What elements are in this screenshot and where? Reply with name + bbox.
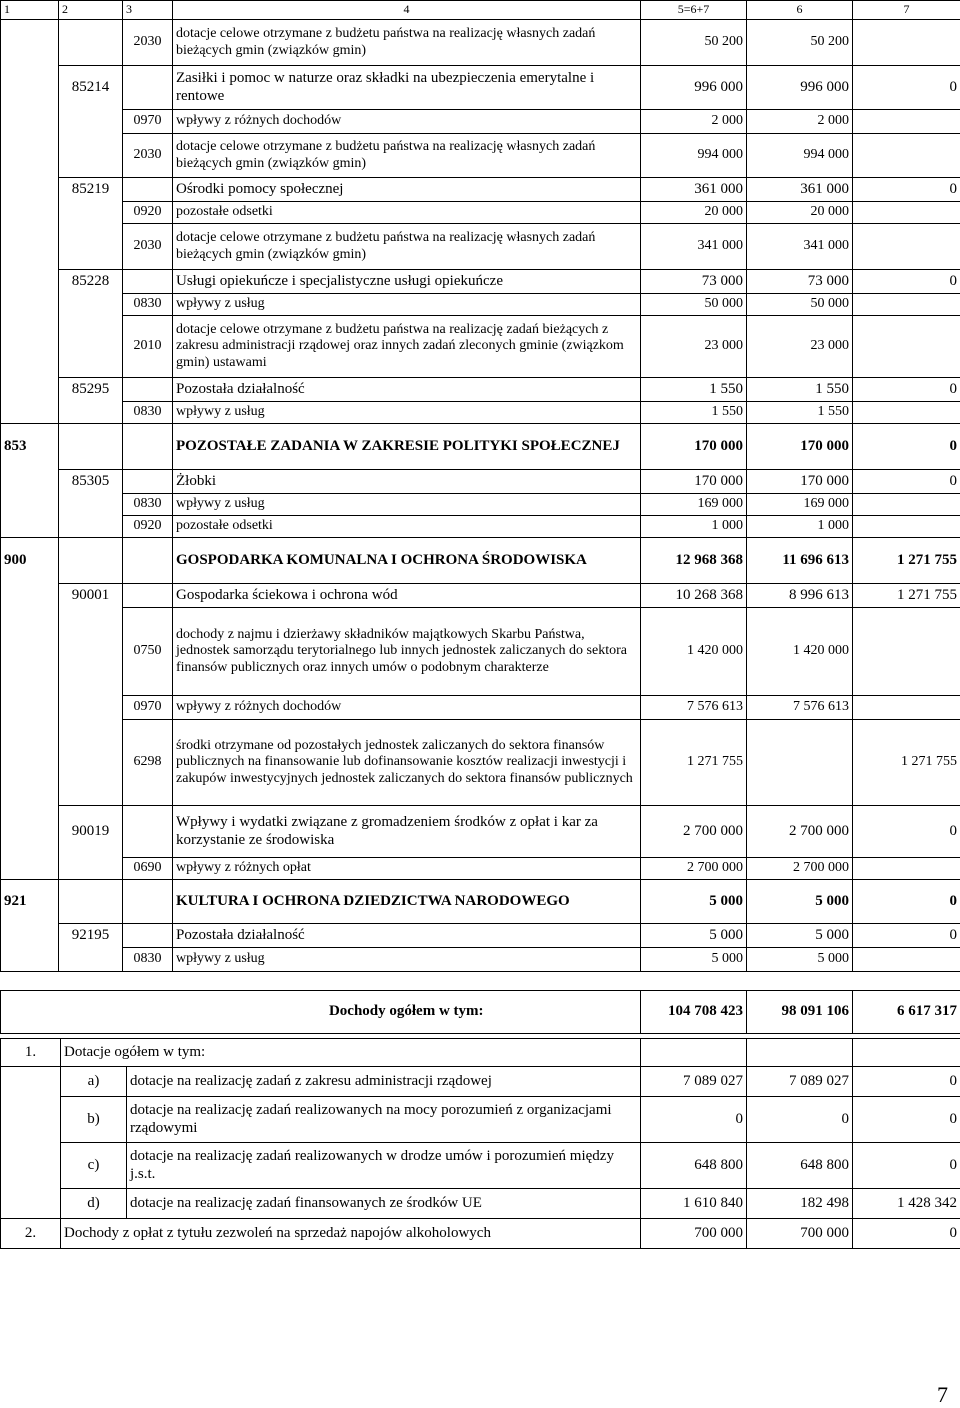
total-spacer <box>1 991 173 1034</box>
paragraph-code <box>123 806 173 858</box>
note-plan: 0 <box>641 1097 747 1143</box>
paragraph-code: 0920 <box>123 202 173 224</box>
paragraph-code: 0830 <box>123 948 173 972</box>
description: KULTURA I OCHRONA DZIEDZICTWA NARODOWEGO <box>173 880 641 924</box>
commissioned-revenue <box>853 494 960 516</box>
own-revenue: 994 000 <box>747 134 853 178</box>
description: Pozostała działalność <box>173 378 641 402</box>
note-letter: b) <box>61 1097 127 1143</box>
paragraph-code: 0970 <box>123 696 173 720</box>
description: dotacje celowe otrzymane z budżetu państwa na realizację własnych zadań bieżących gmin (związków gmin) <box>173 134 641 178</box>
note-own: 182 498 <box>747 1189 853 1219</box>
header-cell: 4 <box>173 1 641 20</box>
note-indent <box>1 1067 61 1097</box>
paragraph-code: 0970 <box>123 110 173 134</box>
chapter-code <box>59 20 123 66</box>
chapter-code: 85295 <box>59 378 123 402</box>
own-revenue: 170 000 <box>747 424 853 470</box>
note-own <box>747 1039 853 1067</box>
chapter-code <box>59 316 123 378</box>
commissioned-revenue: 0 <box>853 270 960 294</box>
commissioned-revenue <box>853 110 960 134</box>
division-code <box>1 516 59 538</box>
description: Zasiłki i pomoc w naturze oraz składki na ubezpieczenia emerytalne i rentowe <box>173 66 641 110</box>
paragraph-code: 2030 <box>123 134 173 178</box>
table-row <box>1 608 960 696</box>
division-code <box>1 202 59 224</box>
division-code <box>1 924 59 948</box>
note-label: Dochody z opłat z tytułu zezwoleń na sprzedaż napojów alkoholowych <box>61 1219 641 1249</box>
division-code <box>1 110 59 134</box>
paragraph-code: 0830 <box>123 494 173 516</box>
division-code <box>1 948 59 972</box>
own-revenue: 5 000 <box>747 948 853 972</box>
chapter-code <box>59 494 123 516</box>
division-code: 900 <box>1 538 59 584</box>
commissioned-revenue <box>853 316 960 378</box>
commissioned-revenue <box>853 516 960 538</box>
paragraph-code <box>123 538 173 584</box>
plan-total: 2 700 000 <box>641 858 747 880</box>
table-row <box>1 858 960 880</box>
note-letter: d) <box>61 1189 127 1219</box>
description: Żłobki <box>173 470 641 494</box>
paragraph-code: 2030 <box>123 20 173 66</box>
commissioned-revenue: 1 271 755 <box>853 584 960 608</box>
note-label: dotacje na realizację zadań realizowanych w drodze umów i porozumień między j.s.t. <box>127 1143 641 1189</box>
plan-total: 1 000 <box>641 516 747 538</box>
chapter-code <box>59 110 123 134</box>
commissioned-revenue <box>853 948 960 972</box>
note-own: 0 <box>747 1097 853 1143</box>
plan-total: 12 968 368 <box>641 538 747 584</box>
plan-total: 10 268 368 <box>641 584 747 608</box>
own-revenue: 170 000 <box>747 470 853 494</box>
own-revenue: 73 000 <box>747 270 853 294</box>
own-revenue: 50 000 <box>747 294 853 316</box>
own-revenue: 5 000 <box>747 924 853 948</box>
header-cell: 3 <box>123 1 173 20</box>
plan-total: 2 000 <box>641 110 747 134</box>
chapter-code <box>59 424 123 470</box>
chapter-code: 92195 <box>59 924 123 948</box>
header-cell: 2 <box>59 1 123 20</box>
division-code <box>1 858 59 880</box>
plan-total: 1 271 755 <box>641 720 747 806</box>
chapter-code <box>59 516 123 538</box>
division-code <box>1 608 59 696</box>
table-row <box>1 270 960 294</box>
division-code <box>1 470 59 494</box>
note-own: 700 000 <box>747 1219 853 1249</box>
table-row <box>1 402 960 424</box>
total-label: Dochody ogółem w tym: <box>173 991 641 1034</box>
own-revenue: 361 000 <box>747 178 853 202</box>
plan-total: 1 550 <box>641 378 747 402</box>
paragraph-code <box>123 924 173 948</box>
description: wpływy z różnych dochodów <box>173 110 641 134</box>
plan-total: 169 000 <box>641 494 747 516</box>
paragraph-code <box>123 66 173 110</box>
paragraph-code: 2010 <box>123 316 173 378</box>
own-revenue: 7 576 613 <box>747 696 853 720</box>
division-code <box>1 224 59 270</box>
commissioned-revenue <box>853 402 960 424</box>
paragraph-code: 0830 <box>123 294 173 316</box>
header-cell: 7 <box>853 1 960 20</box>
table-row <box>1 924 960 948</box>
division-code <box>1 402 59 424</box>
division-code <box>1 134 59 178</box>
total-table <box>0 990 960 1034</box>
table-row <box>1 110 960 134</box>
total-row <box>1 991 960 1034</box>
plan-total: 7 576 613 <box>641 696 747 720</box>
paragraph-code: 6298 <box>123 720 173 806</box>
own-revenue: 5 000 <box>747 880 853 924</box>
own-revenue: 341 000 <box>747 224 853 270</box>
note-commissioned: 0 <box>853 1067 960 1097</box>
table-row <box>1 224 960 270</box>
plan-total: 5 000 <box>641 880 747 924</box>
division-code <box>1 584 59 608</box>
chapter-code <box>59 538 123 584</box>
plan-total: 994 000 <box>641 134 747 178</box>
table-row <box>1 516 960 538</box>
note-commissioned: 0 <box>853 1143 960 1189</box>
plan-total: 341 000 <box>641 224 747 270</box>
division-code <box>1 316 59 378</box>
note-plan: 1 610 840 <box>641 1189 747 1219</box>
description: POZOSTAŁE ZADANIA W ZAKRESIE POLITYKI SPOŁECZNEJ <box>173 424 641 470</box>
plan-total: 5 000 <box>641 924 747 948</box>
commissioned-revenue <box>853 20 960 66</box>
chapter-code <box>59 696 123 720</box>
note-own: 7 089 027 <box>747 1067 853 1097</box>
description: Usługi opiekuńcze i specjalistyczne usługi opiekuńcze <box>173 270 641 294</box>
note-commissioned: 0 <box>853 1219 960 1249</box>
table-row <box>1 294 960 316</box>
note-commissioned <box>853 1039 960 1067</box>
own-revenue: 50 200 <box>747 20 853 66</box>
plan-total: 996 000 <box>641 66 747 110</box>
description: wpływy z różnych opłat <box>173 858 641 880</box>
note-plan <box>641 1039 747 1067</box>
note-label: dotacje na realizację zadań finansowanych ze środków UE <box>127 1189 641 1219</box>
commissioned-revenue: 0 <box>853 178 960 202</box>
note-row <box>1 1097 960 1143</box>
own-revenue: 2 700 000 <box>747 806 853 858</box>
paragraph-code: 2030 <box>123 224 173 270</box>
chapter-code: 85214 <box>59 66 123 110</box>
note-label: dotacje na realizację zadań realizowanych na mocy porozumień z organizacjami rządowymi <box>127 1097 641 1143</box>
chapter-code <box>59 202 123 224</box>
own-revenue: 8 996 613 <box>747 584 853 608</box>
page-number: 7 <box>937 1382 948 1407</box>
note-commissioned: 1 428 342 <box>853 1189 960 1219</box>
division-code <box>1 270 59 294</box>
note-number: 1. <box>1 1039 61 1067</box>
table-row <box>1 538 960 584</box>
commissioned-revenue: 1 271 755 <box>853 538 960 584</box>
note-letter: c) <box>61 1143 127 1189</box>
division-code: 853 <box>1 424 59 470</box>
own-revenue: 1 420 000 <box>747 608 853 696</box>
division-code <box>1 66 59 110</box>
plan-total: 23 000 <box>641 316 747 378</box>
note-indent <box>1 1143 61 1189</box>
paragraph-code: 0830 <box>123 402 173 424</box>
commissioned-revenue: 0 <box>853 66 960 110</box>
table-row <box>1 470 960 494</box>
plan-total: 50 000 <box>641 294 747 316</box>
header-cell: 1 <box>1 1 59 20</box>
paragraph-code <box>123 424 173 470</box>
chapter-code <box>59 294 123 316</box>
chapter-code <box>59 134 123 178</box>
table-row <box>1 806 960 858</box>
note-commissioned: 0 <box>853 1097 960 1143</box>
note-letter: a) <box>61 1067 127 1097</box>
commissioned-revenue <box>853 202 960 224</box>
description: wpływy z usług <box>173 494 641 516</box>
notes-table <box>0 1038 960 1249</box>
table-row <box>1 720 960 806</box>
table-row <box>1 424 960 470</box>
commissioned-revenue <box>853 294 960 316</box>
own-revenue: 1 550 <box>747 378 853 402</box>
own-revenue: 2 000 <box>747 110 853 134</box>
own-revenue: 1 550 <box>747 402 853 424</box>
note-indent <box>1 1189 61 1219</box>
total-own: 98 091 106 <box>747 991 853 1034</box>
paragraph-code: 0690 <box>123 858 173 880</box>
own-revenue: 996 000 <box>747 66 853 110</box>
note-plan: 7 089 027 <box>641 1067 747 1097</box>
description: Ośrodki pomocy społecznej <box>173 178 641 202</box>
description: wpływy z usług <box>173 948 641 972</box>
commissioned-revenue: 0 <box>853 424 960 470</box>
paragraph-code <box>123 880 173 924</box>
chapter-code <box>59 880 123 924</box>
header-cell: 6 <box>747 1 853 20</box>
description: wpływy z usług <box>173 294 641 316</box>
note-indent <box>1 1097 61 1143</box>
description: pozostałe odsetki <box>173 516 641 538</box>
note-row <box>1 1143 960 1189</box>
division-code: 921 <box>1 880 59 924</box>
description: Pozostała działalność <box>173 924 641 948</box>
plan-total: 5 000 <box>641 948 747 972</box>
commissioned-revenue <box>853 608 960 696</box>
description: dotacje celowe otrzymane z budżetu państwa na realizację własnych zadań bieżących gmin (związków gmin) <box>173 20 641 66</box>
own-revenue: 23 000 <box>747 316 853 378</box>
header-row <box>1 1 960 20</box>
plan-total: 1 420 000 <box>641 608 747 696</box>
table-row <box>1 696 960 720</box>
chapter-code: 85219 <box>59 178 123 202</box>
own-revenue <box>747 720 853 806</box>
chapter-code <box>59 948 123 972</box>
division-code <box>1 378 59 402</box>
chapter-code <box>59 402 123 424</box>
description: środki otrzymane od pozostałych jednostek zaliczanych do sektora finansów publicznych na finansowanie lub dofinansowanie kosztów realizacji inwestycji i zakupów inwestycyjnych jednostek zaliczanych do sektora finansów publicznych <box>173 720 641 806</box>
commissioned-revenue <box>853 224 960 270</box>
chapter-code: 85228 <box>59 270 123 294</box>
plan-total: 170 000 <box>641 470 747 494</box>
note-number: 2. <box>1 1219 61 1249</box>
plan-total: 2 700 000 <box>641 806 747 858</box>
division-code <box>1 178 59 202</box>
chapter-code <box>59 224 123 270</box>
commissioned-revenue: 0 <box>853 880 960 924</box>
division-code <box>1 20 59 66</box>
description: GOSPODARKA KOMUNALNA I OCHRONA ŚRODOWISKA <box>173 538 641 584</box>
division-code <box>1 696 59 720</box>
description: wpływy z usług <box>173 402 641 424</box>
table-row <box>1 20 960 66</box>
description: dotacje celowe otrzymane z budżetu państwa na realizację zadań bieżących z zakresu administracji rządowej oraz innych zadań zleconych gminie (związkom gmin) ustawami <box>173 316 641 378</box>
chapter-code: 90001 <box>59 584 123 608</box>
description: Wpływy i wydatki związane z gromadzeniem środków z opłat i kar za korzystanie ze środowiska <box>173 806 641 858</box>
division-code <box>1 294 59 316</box>
commissioned-revenue: 0 <box>853 470 960 494</box>
own-revenue: 20 000 <box>747 202 853 224</box>
chapter-code <box>59 608 123 696</box>
table-row <box>1 178 960 202</box>
description: pozostałe odsetki <box>173 202 641 224</box>
paragraph-code: 0750 <box>123 608 173 696</box>
chapter-code: 85305 <box>59 470 123 494</box>
table-row <box>1 584 960 608</box>
commissioned-revenue <box>853 858 960 880</box>
commissioned-revenue: 0 <box>853 806 960 858</box>
table-row <box>1 202 960 224</box>
description: dotacje celowe otrzymane z budżetu państwa na realizację własnych zadań bieżących gmin (związków gmin) <box>173 224 641 270</box>
table-row <box>1 316 960 378</box>
total-commissioned: 6 617 317 <box>853 991 960 1034</box>
table-row <box>1 134 960 178</box>
commissioned-revenue: 0 <box>853 924 960 948</box>
commissioned-revenue: 0 <box>853 378 960 402</box>
division-code <box>1 494 59 516</box>
note-row <box>1 1189 960 1219</box>
paragraph-code <box>123 470 173 494</box>
description: dochody z najmu i dzierżawy składników majątkowych Skarbu Państwa, jednostek samorządu terytorialnego lub innych jednostek zaliczanych do sektora finansów publicznych oraz innych umów o podobnym charakterze <box>173 608 641 696</box>
chapter-code <box>59 858 123 880</box>
table-row <box>1 494 960 516</box>
table-row <box>1 378 960 402</box>
plan-total: 170 000 <box>641 424 747 470</box>
chapter-code <box>59 720 123 806</box>
plan-total: 50 200 <box>641 20 747 66</box>
commissioned-revenue: 1 271 755 <box>853 720 960 806</box>
table-row <box>1 66 960 110</box>
total-plan: 104 708 423 <box>641 991 747 1034</box>
paragraph-code <box>123 378 173 402</box>
paragraph-code: 0920 <box>123 516 173 538</box>
note-label: dotacje na realizację zadań z zakresu administracji rządowej <box>127 1067 641 1097</box>
own-revenue: 169 000 <box>747 494 853 516</box>
table-row <box>1 948 960 972</box>
plan-total: 361 000 <box>641 178 747 202</box>
plan-total: 1 550 <box>641 402 747 424</box>
plan-total: 73 000 <box>641 270 747 294</box>
paragraph-code <box>123 178 173 202</box>
chapter-code: 90019 <box>59 806 123 858</box>
description: wpływy z różnych dochodów <box>173 696 641 720</box>
commissioned-revenue <box>853 696 960 720</box>
paragraph-code <box>123 584 173 608</box>
plan-total: 20 000 <box>641 202 747 224</box>
own-revenue: 2 700 000 <box>747 858 853 880</box>
note-row <box>1 1219 960 1249</box>
commissioned-revenue <box>853 134 960 178</box>
note-label: Dotacje ogółem w tym: <box>61 1039 641 1067</box>
table-row <box>1 880 960 924</box>
paragraph-code <box>123 270 173 294</box>
note-plan: 648 800 <box>641 1143 747 1189</box>
division-code <box>1 720 59 806</box>
description: Gospodarka ściekowa i ochrona wód <box>173 584 641 608</box>
header-cell: 5=6+7 <box>641 1 747 20</box>
note-row <box>1 1039 960 1067</box>
own-revenue: 11 696 613 <box>747 538 853 584</box>
own-revenue: 1 000 <box>747 516 853 538</box>
note-plan: 700 000 <box>641 1219 747 1249</box>
division-code <box>1 806 59 858</box>
note-row <box>1 1067 960 1097</box>
note-own: 648 800 <box>747 1143 853 1189</box>
